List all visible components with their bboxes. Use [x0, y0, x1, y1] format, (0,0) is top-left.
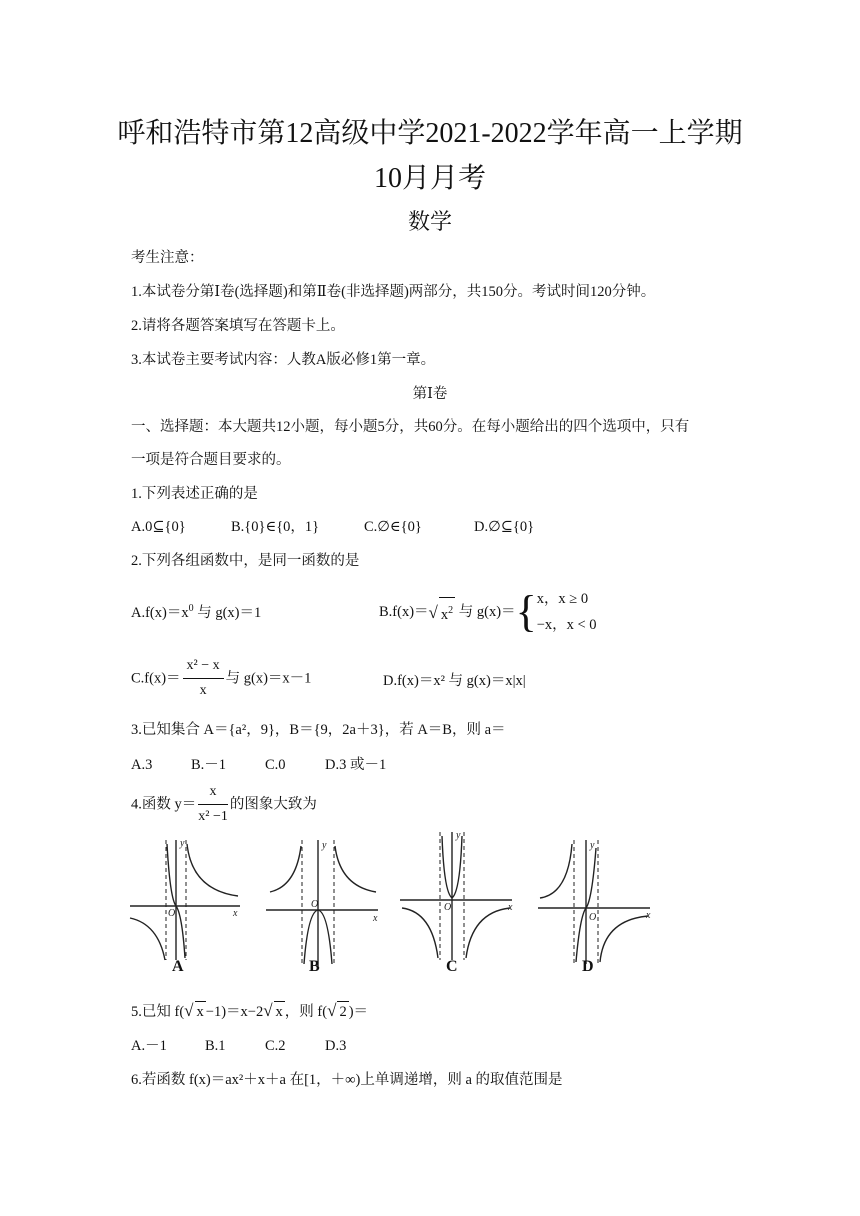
q3-stem: 3.已知集合 A＝{a²，9}，B＝{9，2a＋3}，若 A＝B，则 a＝	[131, 722, 506, 738]
q4-num: x	[198, 782, 228, 805]
q3-option-b: B.－1	[191, 757, 227, 773]
graph-d	[538, 840, 651, 964]
q2-option-a	[131, 599, 261, 623]
q2-b-case1: x，x ≥ 0	[536, 591, 589, 607]
section-intro-line1: 一、选择题：本大题共12小题，每小题5分，共60分。在每小题给出的四个选项中，只有	[131, 419, 690, 435]
q1-stem: 1.下列表述正确的是	[131, 486, 258, 502]
q5-rad1: x	[195, 1001, 206, 1022]
graph-label-c: C	[446, 958, 458, 975]
part-label: 第Ⅰ卷	[412, 386, 448, 402]
q2-c-num: x² − x	[183, 656, 224, 679]
section-intro-line2: 一项是符合题目要求的。	[131, 452, 291, 468]
q2-stem: 2.下列各组函数中，是同一函数的是	[131, 553, 360, 569]
q5-options	[131, 1036, 346, 1056]
q3-option-c: C.0	[265, 757, 286, 773]
q6-stem: 6.若函数 f(x)＝ax²＋x＋a 在[1，＋∞)上单调递增，则 a 的取值范围是	[131, 1072, 563, 1088]
q2-b-mid: 与 g(x)＝	[458, 604, 516, 620]
graph-label-b: B	[309, 958, 320, 975]
q2-c-post: 与 g(x)＝x－1	[225, 670, 312, 687]
q2-a-post: 与 g(x)＝1	[197, 604, 262, 621]
q2-option-b: B.f(x)＝√ $x^2$ 与 g(x)＝{ x，x ≥ 0 −x，x < 0	[379, 587, 597, 636]
q5-mid1: −1)＝x−2	[205, 1004, 264, 1020]
q5-mid2: ，则 f(	[284, 1004, 328, 1020]
graph-a-y-label: y	[180, 838, 185, 849]
notice-3: 3.本试卷主要考试内容：人教A版必修1第一章。	[131, 352, 436, 368]
q2-b-brace: {	[515, 587, 537, 636]
q5-option-c: C.2	[265, 1038, 286, 1054]
q2-c-den: x	[199, 683, 207, 698]
q2-b-exp: 2	[448, 604, 454, 616]
q2-b-cases	[537, 586, 597, 638]
q2-option-d: D.f(x)＝x² 与 g(x)＝x|x|	[383, 673, 526, 689]
graph-d-y-label: y	[590, 840, 595, 851]
notice-heading: 考生注意：	[131, 250, 204, 266]
q5-rad3: 2	[337, 1001, 348, 1022]
q5-post: )＝	[348, 1004, 369, 1020]
q1-option-c: C.∅∈{0}	[364, 519, 422, 535]
notice-1: 1.本试卷分第Ⅰ卷(选择题)和第Ⅱ卷(非选择题)两部分，共150分。考试时间120分钟。	[131, 284, 656, 300]
q4-den: x² −1	[198, 809, 228, 824]
q3-options	[131, 755, 386, 775]
graph-c-y-label: y	[456, 830, 461, 841]
exam-title-line1: 呼和浩特市第12高级中学2021-2022学年高一上学期	[117, 118, 743, 149]
graph-d-x-label: x	[646, 910, 651, 921]
q3-option-a: A.3	[131, 757, 153, 773]
q4-stem-pre: 4.函数 y＝	[131, 796, 197, 813]
q5-option-b: B.1	[205, 1038, 226, 1054]
q1-options	[131, 517, 534, 537]
q2-c-pre: C.f(x)＝	[131, 670, 181, 687]
notice-2: 2.请将各题答案填写在答题卡上。	[131, 318, 345, 334]
graph-c-origin: O	[444, 902, 452, 913]
subject-title: 数学	[407, 209, 452, 234]
q4-fraction	[198, 782, 228, 827]
q2-option-c	[131, 656, 311, 701]
graph-b	[266, 840, 378, 966]
graph-b-y-label: y	[322, 840, 327, 851]
q2-b-rad: x	[440, 606, 449, 623]
q4-graphs	[128, 828, 668, 978]
q4-stem-post: 的图象大致为	[229, 796, 317, 813]
q5-stem: 5.已知 f(√ x −1)＝x−2√ x ，则 f(√ 2 )＝	[131, 1001, 369, 1020]
q1-option-b: B.{0}∈{0，1}	[231, 519, 320, 535]
q4-stem	[131, 782, 317, 827]
graph-c	[400, 830, 513, 960]
q2-b-pre: B.f(x)＝	[379, 604, 429, 620]
graph-label-d: D	[582, 958, 594, 975]
q2-a-pre: A.f(x)＝x	[131, 604, 189, 621]
graph-d-origin: O	[589, 912, 597, 923]
graph-a-x-label: x	[233, 908, 238, 919]
graph-b-origin: O	[311, 899, 319, 910]
q1-option-a: A.0⊆{0}	[131, 519, 186, 535]
q2-b-case2: −x，x < 0	[536, 617, 597, 633]
graph-b-x-label: x	[373, 913, 378, 924]
q2-c-fraction	[183, 656, 224, 701]
graph-label-a: A	[172, 958, 184, 975]
q1-option-d: D.∅⊆{0}	[474, 519, 535, 535]
q2-a-exp: 0	[188, 603, 194, 614]
graph-c-x-label: x	[508, 902, 513, 913]
q5-option-a: A.－1	[131, 1038, 167, 1054]
exam-title-line2: 10月月考	[373, 163, 486, 194]
q3-option-d: D.3 或－1	[325, 757, 387, 773]
q5-pre: 5.已知 f(	[131, 1004, 185, 1020]
graph-a	[130, 838, 240, 960]
graph-a-origin: O	[168, 908, 176, 919]
q5-rad2: x	[274, 1001, 285, 1022]
q5-option-d: D.3	[325, 1038, 347, 1054]
